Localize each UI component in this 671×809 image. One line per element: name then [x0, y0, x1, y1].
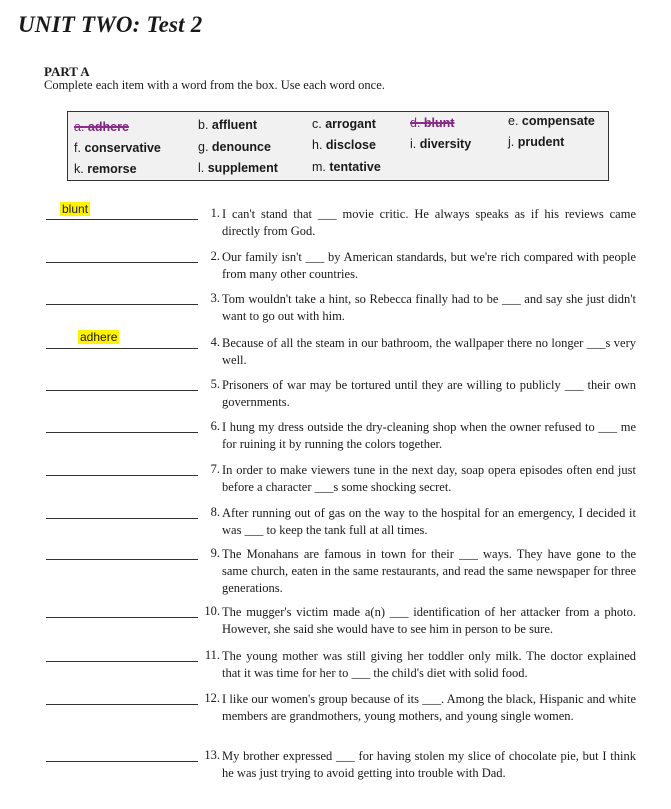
answer-blank[interactable]	[46, 704, 198, 705]
answer-blank[interactable]	[46, 617, 198, 618]
part-heading: PART A	[44, 64, 90, 79]
word-box-item: b. affluent	[198, 118, 258, 132]
question-text: Our family isn't ___ by American standards, but we're rich compared with people from many other countries.	[222, 250, 636, 281]
word-box-item: d. blunt	[410, 116, 455, 130]
answer-blank[interactable]	[46, 219, 198, 220]
word-box-item: k. remorse	[74, 162, 137, 176]
answer-blank[interactable]	[46, 475, 198, 476]
question-text: I like our women's group because of its ___. Among the black, Hispanic and white members are grandmothers, young mothers, and young single women.	[222, 692, 636, 723]
question-text: After running out of gas on the way to the hospital for an emergency, I decided it was ___ to keep the tank full at all times.	[222, 506, 636, 537]
question-number: 7.	[210, 462, 220, 476]
word-box-item: m. tentative	[312, 160, 381, 174]
answer-blank[interactable]	[46, 761, 198, 762]
word-box-item: h. disclose	[312, 138, 376, 152]
word-box-item: e. compensate	[508, 114, 595, 128]
answer-blank[interactable]	[46, 661, 198, 662]
question-text: The mugger's victim made a(n) ___ identification of her attacker from a photo. However, she said she would have to see him in person to be sure.	[222, 605, 636, 636]
answer-text: blunt	[62, 202, 89, 216]
question-text: I can't stand that ___ movie critic. He always speaks as if his reviews came directly from God.	[222, 207, 636, 238]
question-number: 10.	[204, 604, 220, 618]
question-text: My brother expressed ___ for having stolen my slice of chocolate pie, but I think he was just trying to avoid getting into trouble with Dad.	[222, 749, 636, 780]
instructions: Complete each item with a word from the box. Use each word once.	[44, 78, 385, 92]
answer-blank[interactable]	[46, 348, 198, 349]
word-box-item: l. supplement	[198, 161, 278, 175]
question-number: 8.	[210, 505, 220, 519]
question-text: The Monahans are famous in town for their ___ ways. They have gone to the same church, eaten in the same restaurants, and read the same newspaper for three generations.	[222, 547, 636, 595]
word-box	[67, 111, 609, 181]
word-box-item: j. prudent	[508, 135, 565, 149]
word-box-item: a. adhere	[74, 120, 129, 134]
question-number: 1.	[210, 206, 220, 220]
question-text: In order to make viewers tune in the next day, soap opera episodes often end just before a character ___s some shocking secret.	[222, 463, 636, 494]
word-box-item: f. conservative	[74, 141, 161, 155]
page-title: UNIT TWO: Test 2	[18, 12, 203, 37]
word-box-item: c. arrogant	[312, 117, 376, 131]
answer-blank[interactable]	[46, 518, 198, 519]
word-box-item: i. diversity	[410, 137, 472, 151]
answer-blank[interactable]	[46, 390, 198, 391]
question-text: I hung my dress outside the dry-cleaning shop when the owner refused to ___ me for ruining it by running the colors together.	[222, 420, 636, 451]
question-number: 2.	[210, 249, 220, 263]
question-number: 11.	[204, 648, 220, 662]
question-text: Prisoners of war may be tortured until they are willing to publicly ___ their own governments.	[222, 378, 636, 409]
question-text: The young mother was still giving her toddler only milk. The doctor explained that it was time for her to ___ the child's diet with solid food.	[222, 649, 636, 680]
question-number: 13.	[204, 748, 220, 762]
question-text: Tom wouldn't take a hint, so Rebecca finally had to be ___ and say she just didn't want to go out with him.	[222, 292, 636, 323]
question-number: 4.	[210, 335, 220, 349]
answer-text: adhere	[80, 330, 118, 344]
word-box-item: g. denounce	[198, 140, 271, 154]
question-text: Because of all the steam in our bathroom, the wallpaper there no longer ___s very well.	[222, 336, 636, 367]
question-number: 5.	[210, 377, 220, 391]
question-number: 6.	[210, 419, 220, 433]
answer-blank[interactable]	[46, 262, 198, 263]
answer-blank[interactable]	[46, 304, 198, 305]
answer-blank[interactable]	[46, 559, 198, 560]
question-number: 12.	[204, 691, 220, 705]
question-number: 9.	[210, 546, 220, 560]
question-number: 3.	[210, 291, 220, 305]
answer-blank[interactable]	[46, 432, 198, 433]
